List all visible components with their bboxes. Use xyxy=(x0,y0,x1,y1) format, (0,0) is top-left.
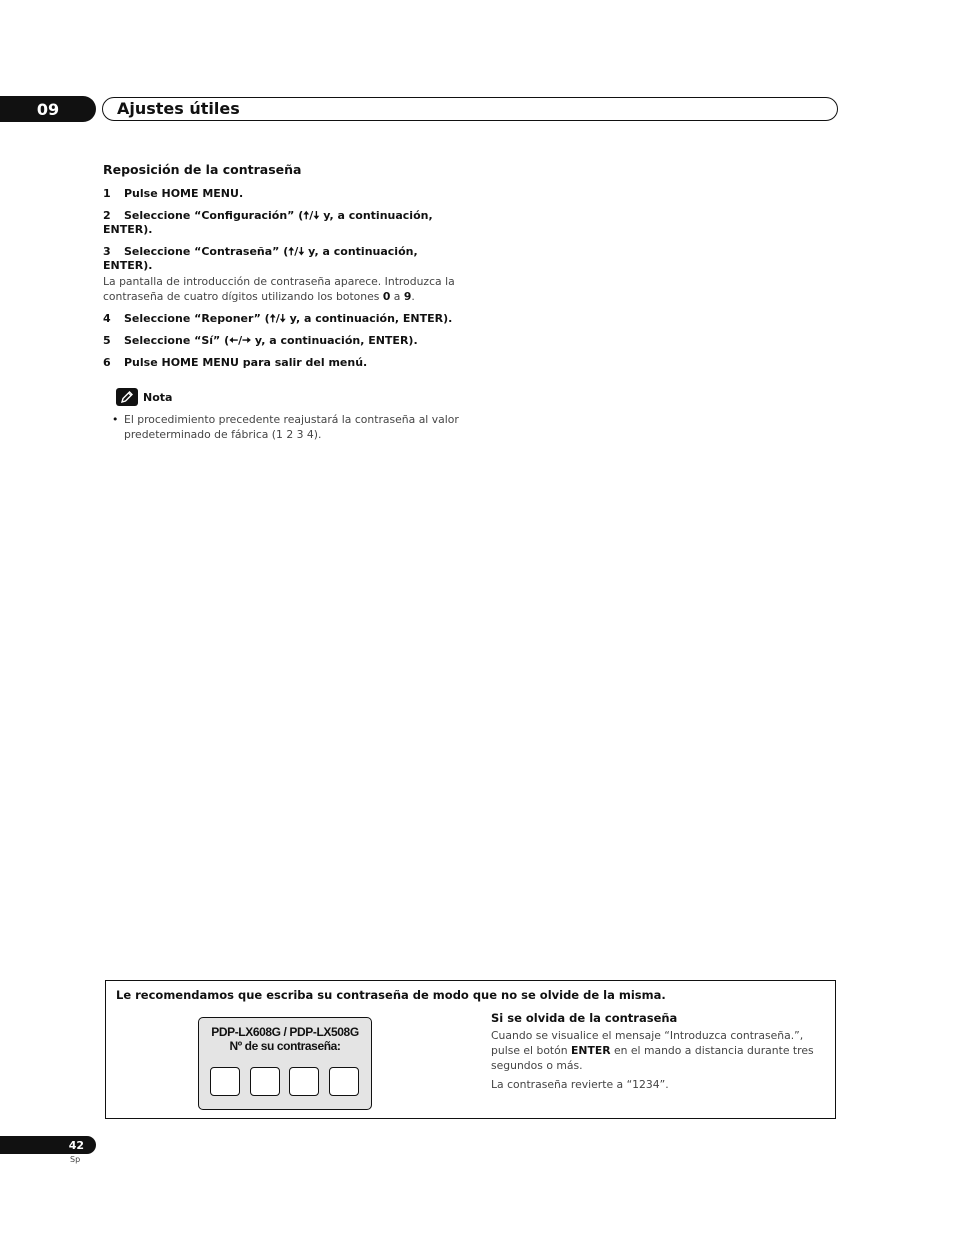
step-1: 1 Pulse HOME MENU. xyxy=(103,187,244,200)
step-2: 2 Seleccione “Configuración” (🠅/🠇 y, a continuación, ENTER). xyxy=(103,209,433,236)
section-heading: Reposición de la contraseña xyxy=(103,162,302,177)
password-digit-box xyxy=(329,1067,359,1096)
step-6: 6 Pulse HOME MENU para salir del menú. xyxy=(103,356,368,369)
password-digit-box xyxy=(289,1067,319,1096)
page-number: 42 xyxy=(68,1138,84,1152)
chapter-number: 09 xyxy=(36,99,60,119)
arrow-down-icon: 🠇 xyxy=(298,245,305,258)
password-card xyxy=(198,1017,372,1110)
arrow-right-icon: 🠆 xyxy=(242,334,252,347)
page-number-tab xyxy=(0,1136,96,1154)
step-4: 4 Seleccione “Reponer” (🠅/🠇 y, a continuación, ENTER). xyxy=(103,312,453,325)
chapter-number-tab xyxy=(0,96,96,122)
card-label: Nº de su contraseña: xyxy=(229,1039,341,1053)
step-3-description: La pantalla de introducción de contraseña aparece. Introduzca la contraseña de cuatro dígitos utilizando los botones 0 a 9. xyxy=(103,275,455,303)
reminder-headline: Le recomendamos que escriba su contraseña de modo que no se olvide de la misma. xyxy=(116,988,666,1002)
password-reminder-box xyxy=(105,980,836,1119)
arrow-down-icon: 🠇 xyxy=(313,209,320,222)
card-model: PDP-LX608G / PDP-LX508G xyxy=(211,1025,359,1039)
bullet: • xyxy=(112,413,119,426)
forgot-text: Cuando se visualice el mensaje “Introduzca contraseña.”, pulse el botón ENTER en el mando a distancia durante tres segundos o más. xyxy=(491,1029,814,1072)
forgot-heading: Si se olvida de la contraseña xyxy=(491,1011,678,1025)
forgot-password-section xyxy=(491,1011,831,1092)
chapter-title: Ajustes útiles xyxy=(117,99,240,118)
password-digit-box xyxy=(210,1067,240,1096)
arrow-up-icon: 🠅 xyxy=(303,209,310,222)
step-3: 3 Seleccione “Contraseña” (🠅/🠇 y, a continuación, ENTER). xyxy=(103,245,418,272)
forgot-text-default: La contraseña revierte a “1234”. xyxy=(491,1078,669,1091)
note-item: • El procedimiento precedente reajustará la contraseña al valor predeterminado de fábrica (1 2 3 4). xyxy=(112,413,459,441)
password-reset-section xyxy=(103,162,463,442)
arrow-left-icon: 🠄 xyxy=(229,334,239,347)
page-language: Sp xyxy=(70,1155,81,1164)
note-header xyxy=(116,388,463,406)
note-label: Nota xyxy=(143,390,173,404)
arrow-up-icon: 🠅 xyxy=(269,312,276,325)
password-digit-box xyxy=(250,1067,280,1096)
step-5: 5 Seleccione “Sí” (🠄/🠆 y, a continuación, ENTER). xyxy=(103,334,418,347)
arrow-down-icon: 🠇 xyxy=(279,312,286,325)
arrow-up-icon: 🠅 xyxy=(288,245,295,258)
note-pencil-icon xyxy=(116,388,138,406)
chapter-title-box xyxy=(102,97,838,121)
